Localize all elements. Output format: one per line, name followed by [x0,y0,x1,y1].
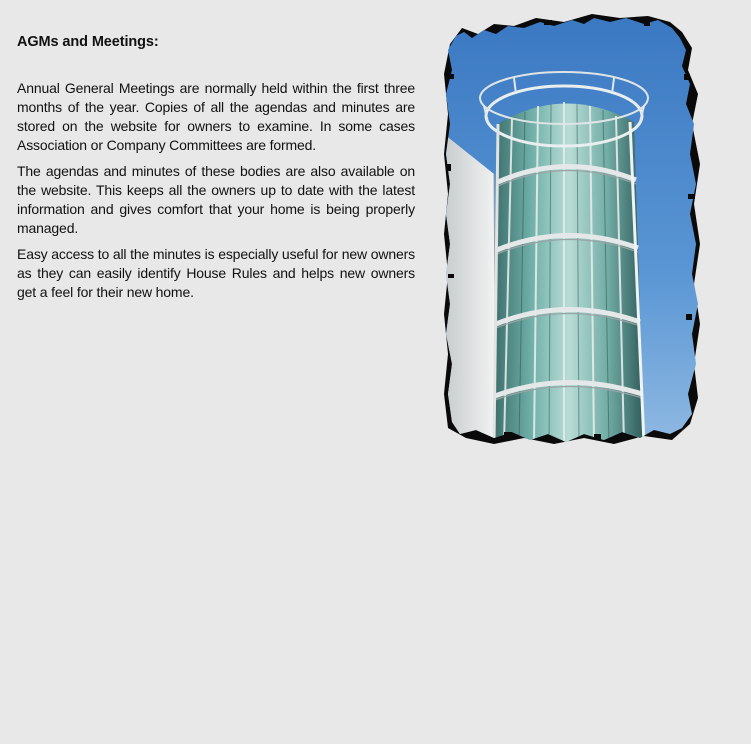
paragraph-agendas: The agendas and minutes of these bodies are also available on the website. This keeps all the owners up to date with the latest information and gives comfort that your home is being properly managed. [17,163,415,236]
page-heading: AGMs and Meetings: [17,34,159,50]
paragraph-access: Easy access to all the minutes is especially useful for new owners as they can easily identify House Rules and helps new owners get a feel for their new home. [17,246,415,300]
article [17,33,415,302]
building-photo-icon [444,14,702,444]
building-photo [444,14,702,444]
paragraph-agm: Annual General Meetings are normally held within the first three months of the year. Copies of all the agendas and minutes are stored on the website for owners to examine. In some cases Association or Company Committees are formed. [17,80,415,153]
